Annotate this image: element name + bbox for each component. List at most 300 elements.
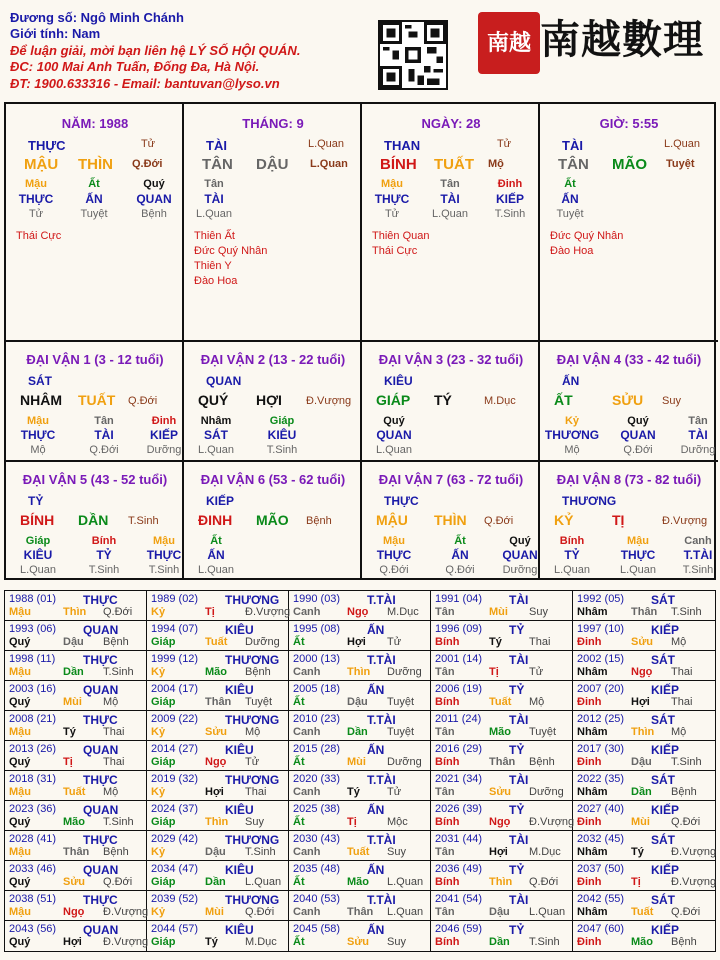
year-cell[interactable] — [147, 711, 289, 741]
year-stem: Canh — [293, 726, 321, 738]
branch-relation: L.Quan — [310, 158, 348, 170]
year-label: 2034 (47) — [151, 863, 199, 875]
qr-code-icon[interactable] — [378, 20, 448, 90]
year-branch: Tuất — [205, 636, 228, 648]
year-phase: Thai — [671, 696, 693, 708]
dai-van-hidden-ten-god: QUAN — [502, 548, 538, 562]
year-phase: Q.Đới — [103, 876, 133, 888]
year-cell[interactable] — [431, 741, 573, 771]
year-branch: Dần — [205, 876, 226, 888]
hidden-phase: Tuyệt — [80, 208, 108, 220]
year-stem: Quý — [9, 876, 31, 888]
year-label: 1990 (03) — [293, 593, 341, 605]
earthly-branch: TUẤT — [434, 156, 474, 173]
year-phase: T.Sinh — [245, 846, 276, 858]
year-stem: Tân — [435, 906, 455, 918]
year-cell[interactable] — [289, 861, 431, 891]
star-name: Thiên Quan — [372, 230, 430, 242]
year-label: 2004 (17) — [151, 683, 199, 695]
year-phase: Đ.Vượng — [529, 816, 575, 828]
dai-van-hidden-phase: Q.Đới — [379, 564, 409, 576]
dai-van-hidden-stem: Kỷ — [564, 415, 580, 427]
year-ten-god: QUAN — [83, 623, 119, 637]
dai-van-relation: Q.Đới — [484, 515, 514, 527]
year-branch: Dậu — [63, 636, 84, 648]
year-cell[interactable] — [431, 801, 573, 831]
year-cell[interactable] — [5, 801, 147, 831]
year-branch: Hợi — [631, 696, 650, 708]
dai-van-relation: M.Dục — [484, 395, 516, 407]
dai-van-hidden-ten-god: ẤN — [451, 548, 469, 562]
dai-van-hidden-stem: Bính — [559, 535, 585, 547]
dai-van-hidden-ten-god: SÁT — [204, 428, 228, 442]
year-cell[interactable] — [5, 711, 147, 741]
year-cell[interactable] — [147, 921, 289, 951]
year-stem: Kỷ — [151, 906, 166, 918]
header — [0, 0, 720, 102]
year-label: 2044 (57) — [151, 923, 199, 935]
year-cell[interactable] — [147, 831, 289, 861]
year-ten-god: SÁT — [651, 773, 675, 787]
dai-van-5 — [6, 462, 184, 580]
brand-logo: 南越數理 — [540, 16, 704, 63]
year-ten-god: THỰC — [83, 713, 118, 727]
year-ten-god: T.TÀI — [367, 833, 396, 847]
year-phase: T.Sinh — [103, 666, 134, 678]
dai-van-hidden-stem: Đinh — [151, 415, 177, 427]
year-cell[interactable] — [5, 591, 147, 621]
year-phase: Dưỡng — [387, 756, 422, 768]
year-stem: Bính — [435, 696, 460, 708]
year-phase: Đ.Vượng — [671, 876, 717, 888]
year-branch: Mão — [631, 936, 653, 948]
year-cell[interactable] — [431, 861, 573, 891]
year-stem: Quý — [9, 816, 31, 828]
year-cell[interactable] — [573, 711, 715, 741]
year-label: 2046 (59) — [435, 923, 483, 935]
year-label: 2042 (55) — [577, 893, 625, 905]
year-stem: Tân — [435, 786, 455, 798]
year-phase: M.Dục — [387, 606, 419, 618]
year-cell[interactable] — [5, 771, 147, 801]
year-phase: Dưỡng — [529, 786, 564, 798]
year-ten-god: TÀI — [509, 713, 529, 727]
year-cell[interactable] — [147, 681, 289, 711]
dai-van-stem: ĐINH — [198, 512, 233, 528]
dai-van-hidden-phase: Dưỡng — [680, 444, 716, 456]
year-stem: Giáp — [151, 756, 176, 768]
dai-van-hidden-ten-god: ẤN — [207, 548, 225, 562]
year-label: 1999 (12) — [151, 653, 199, 665]
pillar-phase: Tử — [496, 138, 512, 150]
year-phase: Mộ — [103, 786, 119, 798]
year-cell[interactable] — [5, 621, 147, 651]
year-branch: Dần — [489, 936, 510, 948]
branch-relation: Q.Đới — [132, 158, 163, 170]
year-phase: Thai — [103, 756, 125, 768]
year-branch: Ngọ — [489, 816, 511, 828]
year-cell[interactable] — [573, 681, 715, 711]
hidden-ten-god: ẤN — [561, 192, 579, 206]
year-label: 2036 (49) — [435, 863, 483, 875]
star-name: Đào Hoa — [550, 245, 594, 257]
year-cell[interactable] — [573, 801, 715, 831]
dai-van-6 — [184, 462, 362, 580]
year-branch: Sửu — [631, 636, 654, 648]
year-label: 1995 (08) — [293, 623, 341, 635]
year-branch: Thìn — [631, 726, 655, 738]
year-label: 1992 (05) — [577, 593, 625, 605]
year-phase: Suy — [387, 846, 406, 858]
year-branch: Hợi — [347, 636, 366, 648]
year-cell[interactable] — [147, 621, 289, 651]
year-branch: Tị — [205, 606, 215, 618]
year-cell[interactable] — [573, 741, 715, 771]
dai-van-relation: Suy — [662, 395, 681, 407]
year-branch: Tuất — [631, 906, 654, 918]
year-cell[interactable] — [573, 621, 715, 651]
year-ten-god: QUAN — [83, 743, 119, 757]
year-cell[interactable] — [5, 891, 147, 921]
year-label: 1994 (07) — [151, 623, 199, 635]
dai-van-branch: TỊ — [612, 512, 625, 528]
year-stem: Quý — [9, 756, 31, 768]
year-phase: Bệnh — [671, 936, 697, 948]
year-phase: Mộ — [671, 726, 687, 738]
year-stem: Ất — [293, 936, 305, 948]
year-cell[interactable] — [573, 831, 715, 861]
year-stem: Bính — [435, 876, 460, 888]
year-label: 2041 (54) — [435, 893, 483, 905]
year-ten-god: TỶ — [509, 623, 525, 637]
year-ten-god: KIÊU — [225, 623, 254, 637]
year-cell[interactable] — [431, 831, 573, 861]
year-cell[interactable] — [147, 591, 289, 621]
year-branch: Sửu — [63, 876, 86, 888]
year-label: 2047 (60) — [577, 923, 625, 935]
dai-van-hidden-stem: Mậu — [153, 535, 175, 547]
year-cell[interactable] — [289, 681, 431, 711]
dai-van-hidden-phase: Mộ — [30, 444, 46, 456]
year-cell[interactable] — [5, 921, 147, 951]
dai-van-hidden-ten-god: THỰC — [146, 548, 182, 562]
pillar-4 — [540, 104, 718, 342]
year-ten-god: KIẾP — [651, 743, 680, 757]
year-cell[interactable] — [289, 771, 431, 801]
year-stem: Ất — [293, 636, 305, 648]
year-stem: Ất — [293, 816, 305, 828]
year-label: 2014 (27) — [151, 743, 199, 755]
year-cell[interactable] — [5, 681, 147, 711]
year-cell[interactable] — [289, 741, 431, 771]
dai-van-relation: T.Sinh — [128, 515, 159, 527]
year-branch: Dần — [347, 726, 368, 738]
year-phase: Tử — [387, 786, 402, 798]
pillar-title: NGÀY: 28 — [421, 116, 481, 131]
year-cell[interactable] — [431, 621, 573, 651]
year-phase: Q.Đới — [529, 876, 559, 888]
year-phase: Mộ — [245, 726, 261, 738]
year-phase: M.Dục — [529, 846, 561, 858]
year-branch: Mùi — [631, 816, 650, 828]
dai-van-hidden-phase: T.Sinh — [266, 444, 298, 456]
annual-luck-table — [4, 590, 716, 952]
year-ten-god: KIÊU — [225, 803, 254, 817]
year-phase: T.Sinh — [671, 606, 702, 618]
year-branch: Ngọ — [631, 666, 653, 678]
year-stem: Nhâm — [577, 906, 608, 918]
dai-van-hidden-phase: L.Quan — [553, 564, 591, 576]
year-cell[interactable] — [289, 801, 431, 831]
year-cell[interactable] — [147, 771, 289, 801]
year-label: 2017 (30) — [577, 743, 625, 755]
year-cell[interactable] — [573, 771, 715, 801]
dai-van-hidden-ten-god: TÀI — [688, 428, 708, 442]
contact-line-3: ĐT: 1900.633316 - Email: bantuvan@lyso.vn — [10, 75, 280, 91]
year-stem: Đinh — [577, 936, 602, 948]
dai-van-hidden-ten-god: QUAN — [376, 428, 412, 442]
year-cell[interactable] — [431, 921, 573, 951]
dai-van-branch: TÝ — [434, 392, 452, 408]
year-label: 2007 (20) — [577, 683, 625, 695]
year-ten-god: KIÊU — [225, 863, 254, 877]
year-ten-god: KIẾP — [651, 803, 680, 817]
year-cell[interactable] — [5, 651, 147, 681]
year-label: 1996 (09) — [435, 623, 483, 635]
year-phase: Đ.Vượng — [671, 846, 717, 858]
year-cell[interactable] — [573, 651, 715, 681]
year-branch: Thìn — [205, 816, 229, 828]
year-phase: Tuyệt — [387, 696, 415, 708]
year-branch: Mão — [489, 726, 511, 738]
hidden-ten-god: TÀI — [440, 192, 460, 206]
hidden-phase: T.Sinh — [494, 208, 526, 220]
dai-van-hidden-stem: Mậu — [27, 415, 49, 427]
dai-van-hidden-phase: L.Quan — [619, 564, 657, 576]
year-ten-god: SÁT — [651, 893, 675, 907]
dai-van-hidden-stem: Giáp — [269, 415, 295, 427]
year-cell[interactable] — [5, 741, 147, 771]
year-cell[interactable] — [147, 741, 289, 771]
year-ten-god: TÀI — [509, 653, 529, 667]
year-label: 1989 (02) — [151, 593, 199, 605]
owner-info — [10, 10, 300, 92]
year-cell[interactable] — [573, 891, 715, 921]
four-pillars-panel — [4, 102, 716, 580]
year-ten-god: THƯƠNG — [225, 833, 280, 847]
dai-van-ten-god: QUAN — [206, 374, 242, 388]
year-ten-god: THƯƠNG — [225, 713, 280, 727]
year-phase: Suy — [529, 606, 548, 618]
year-stem: Quý — [9, 636, 31, 648]
year-stem: Giáp — [151, 876, 176, 888]
dai-van-hidden-ten-god: THỰC — [620, 548, 656, 562]
year-branch: Mùi — [489, 606, 508, 618]
year-stem: Kỷ — [151, 726, 166, 738]
year-branch: Tý — [347, 786, 360, 798]
year-cell[interactable] — [289, 591, 431, 621]
year-branch: Tị — [347, 816, 357, 828]
dai-van-hidden-ten-god: TÀI — [94, 428, 114, 442]
year-label: 2045 (58) — [293, 923, 341, 935]
year-cell[interactable] — [289, 891, 431, 921]
dai-van-branch: SỬU — [612, 392, 644, 408]
year-phase: Tử — [245, 756, 260, 768]
year-stem: Nhâm — [577, 666, 608, 678]
year-cell[interactable] — [431, 591, 573, 621]
year-ten-god: KIẾP — [651, 623, 680, 637]
year-cell[interactable] — [147, 651, 289, 681]
year-stem: Nhâm — [577, 846, 608, 858]
year-cell[interactable] — [147, 801, 289, 831]
year-phase: T.Sinh — [529, 936, 560, 948]
year-branch: Mão — [63, 816, 85, 828]
dai-van-1 — [6, 342, 184, 462]
year-phase: Thai — [529, 636, 551, 648]
year-label: 1993 (06) — [9, 623, 57, 635]
year-cell[interactable] — [147, 891, 289, 921]
year-branch: Hợi — [489, 846, 508, 858]
heavenly-stem: BÍNH — [380, 156, 417, 173]
dai-van-hidden-phase: T.Sinh — [88, 564, 120, 576]
dai-van-hidden-stem: Tân — [688, 415, 708, 427]
year-branch: Tuất — [63, 786, 86, 798]
year-cell[interactable] — [147, 861, 289, 891]
year-label: 2019 (32) — [151, 773, 199, 785]
year-label: 2001 (14) — [435, 653, 483, 665]
dai-van-relation: Đ.Vượng — [306, 395, 352, 407]
year-cell[interactable] — [573, 591, 715, 621]
heavenly-stem: TÂN — [558, 156, 589, 173]
year-cell[interactable] — [573, 921, 715, 951]
year-cell[interactable] — [431, 711, 573, 741]
year-phase: T.Sinh — [103, 816, 134, 828]
year-ten-god: T.TÀI — [367, 593, 396, 607]
year-label: 2031 (44) — [435, 833, 483, 845]
year-phase: Tử — [387, 636, 402, 648]
dai-van-hidden-ten-god: THỰC — [376, 548, 412, 562]
branch-relation: Tuyệt — [666, 158, 695, 170]
year-label: 2024 (37) — [151, 803, 199, 815]
year-ten-god: SÁT — [651, 713, 675, 727]
year-branch: Thìn — [489, 876, 513, 888]
dai-van-title: ĐẠI VẬN 3 (23 - 32 tuổi) — [378, 352, 524, 367]
year-ten-god: SÁT — [651, 593, 675, 607]
year-branch: Tý — [205, 936, 218, 948]
dai-van-hidden-phase: Q.Đới — [623, 444, 653, 456]
dai-van-stem: NHÂM — [20, 392, 62, 408]
dai-van-stem: ẤT — [554, 392, 573, 408]
heavenly-stem: TÂN — [202, 156, 233, 173]
hidden-phase: Tử — [384, 208, 400, 220]
year-cell[interactable] — [5, 831, 147, 861]
year-ten-god: TỶ — [509, 743, 525, 757]
year-stem: Ất — [293, 876, 305, 888]
dai-van-hidden-stem: Tân — [94, 415, 114, 427]
year-ten-god: T.TÀI — [367, 773, 396, 787]
year-cell[interactable] — [289, 921, 431, 951]
year-label: 2025 (38) — [293, 803, 341, 815]
year-cell[interactable] — [5, 861, 147, 891]
year-stem: Kỷ — [151, 786, 166, 798]
pillar-phase: L.Quan — [307, 138, 345, 150]
year-stem: Giáp — [151, 636, 176, 648]
year-label: 2027 (40) — [577, 803, 625, 815]
hidden-phase: Bệnh — [141, 208, 167, 220]
dai-van-hidden-ten-god: KIÊU — [267, 428, 297, 442]
year-label: 2022 (35) — [577, 773, 625, 785]
pillar-1 — [6, 104, 184, 342]
dai-van-hidden-phase: L.Quan — [19, 564, 57, 576]
year-cell[interactable] — [431, 771, 573, 801]
dai-van-hidden-phase: Mộ — [564, 444, 580, 456]
dai-van-hidden-ten-god: KIẾP — [149, 428, 179, 442]
hidden-ten-god: THỰC — [374, 192, 410, 206]
year-ten-god: THƯƠNG — [225, 653, 280, 667]
year-ten-god: THỰC — [83, 653, 118, 667]
year-cell[interactable] — [289, 711, 431, 741]
year-stem: Mậu — [9, 606, 31, 618]
earthly-branch: DẬU — [256, 156, 289, 173]
year-phase: Suy — [245, 816, 264, 828]
year-branch: Thìn — [347, 666, 371, 678]
star-name: Đức Quý Nhân — [550, 230, 624, 242]
year-ten-god: QUAN — [83, 803, 119, 817]
year-stem: Canh — [293, 846, 321, 858]
year-cell[interactable] — [289, 651, 431, 681]
hidden-ten-god: QUAN — [136, 192, 172, 206]
year-cell[interactable] — [573, 861, 715, 891]
dai-van-hidden-ten-god: THƯƠNG — [544, 428, 600, 442]
year-cell[interactable] — [289, 621, 431, 651]
pillar-ten-god: THỰC — [28, 138, 66, 153]
year-label: 2023 (36) — [9, 803, 57, 815]
pillar-title: GIỜ: 5:55 — [599, 116, 659, 131]
year-label: 2029 (42) — [151, 833, 199, 845]
dai-van-branch: TUẤT — [78, 392, 116, 408]
year-stem: Canh — [293, 906, 321, 918]
year-cell[interactable] — [289, 831, 431, 861]
dai-van-4 — [540, 342, 718, 462]
year-stem: Mậu — [9, 786, 31, 798]
dai-van-hidden-phase: Dưỡng — [146, 444, 182, 456]
year-phase: Thai — [671, 666, 693, 678]
year-ten-god: ẤN — [367, 803, 385, 817]
year-phase: Bệnh — [103, 636, 129, 648]
year-phase: L.Quan — [529, 906, 566, 918]
dai-van-hidden-phase: L.Quan — [197, 564, 235, 576]
year-branch: Sửu — [489, 786, 512, 798]
dai-van-hidden-stem: Ất — [210, 535, 222, 547]
dai-van-title: ĐẠI VẬN 1 (3 - 12 tuổi) — [26, 352, 164, 367]
star-name: Đức Quý Nhân — [194, 245, 268, 257]
year-stem: Bính — [435, 936, 460, 948]
year-cell[interactable] — [431, 891, 573, 921]
year-cell[interactable] — [431, 651, 573, 681]
year-label: 2015 (28) — [293, 743, 341, 755]
hidden-stem: Mậu — [381, 178, 403, 190]
year-branch: Tị — [63, 756, 73, 768]
year-phase: Dưỡng — [387, 666, 422, 678]
year-label: 2033 (46) — [9, 863, 57, 875]
dai-van-hidden-stem: Quý — [509, 535, 531, 547]
year-label: 2006 (19) — [435, 683, 483, 695]
year-stem: Kỷ — [151, 846, 166, 858]
pillar-ten-god: TÀI — [206, 138, 227, 153]
year-phase: Thai — [103, 726, 125, 738]
year-cell[interactable] — [431, 681, 573, 711]
pillar-title: THÁNG: 9 — [242, 116, 304, 131]
